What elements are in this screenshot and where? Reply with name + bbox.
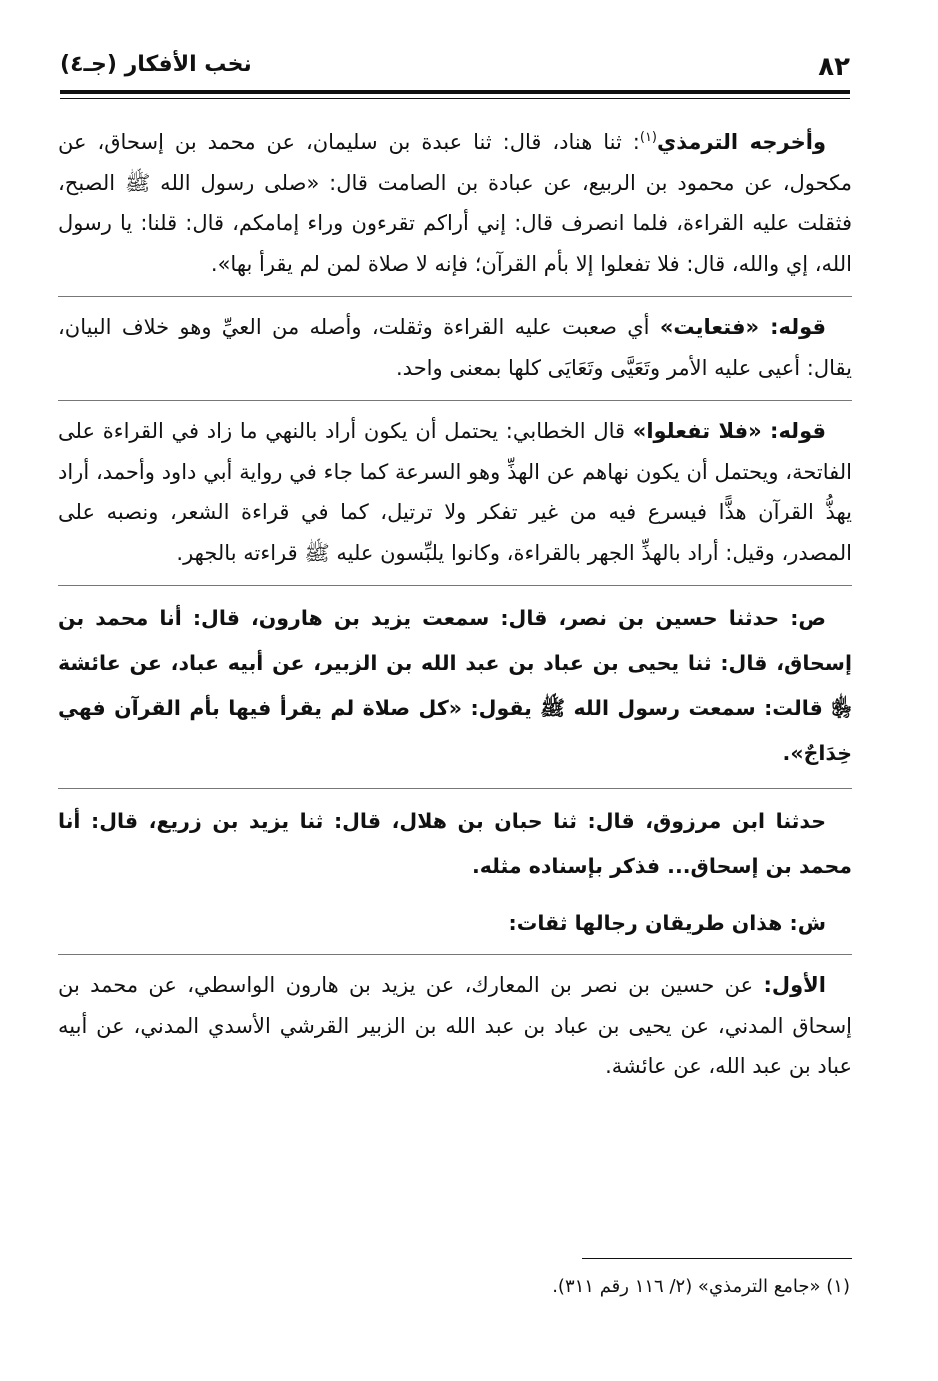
paragraph-text: حدثنا حسين بن نصر، قال: سمعت يزيد بن هارون، قال: أنا محمد بن إسحاق، قال: ثنا يحيى بن عباد بن عبد الله بن الزبير، عن أبيه عباد، عن عائشة ﵂ قالت: سمعت رسول الله ﷺ يقول: «كل صلاة لم يقرأ فيها بأم القرآن فهي خِدَاجٌ». [58,606,852,765]
paragraph-lead: قوله: «فلا تفعلوا» [632,419,826,443]
paragraph-text: حدثنا ابن مرزوق، قال: ثنا حبان بن هلال، قال: ثنا يزيد بن زريع، قال: أنا محمد بن إسحاق... فذكر بإسناده مثله. [58,809,852,878]
paragraph-text: أي صعبت عليه القراءة وثقلت، وأصله من العيِّ وهو خلاف البيان، يقال: أعيى عليه الأمر وتَعَيَّى وتَعَايَى كلها بمعنى واحد. [58,315,852,380]
paragraph-text: قال الخطابي: يحتمل أن يكون أراد بالنهي ما زاد في القراءة على الفاتحة، ويحتمل أن يكون نهاهم عن الهذِّ وهو السرعة كما جاء في رواية أبي داود وأحمد، أراد يهذُّ القرآن هذًّا فيسرع فيه من غير تفكر ولا ترتيل، كما في قراءة الشعر، ونصبه على المصدر، وقيل: أراد بالهذِّ الجهر بالقراءة، وكانوا يلبِّسون عليه ﷺ قراءته بالجهر. [58,419,852,565]
header-rule-thin [60,98,850,99]
page-header [60,52,850,88]
footnote: (١) «جامع الترمذي» (٢/ ١١٦ رقم ٣١١). [552,1276,850,1297]
paragraph-lead: قوله: «فتعايت» [659,315,827,339]
paragraph-taayat [58,296,852,388]
footnote-rule [582,1258,852,1259]
paragraph-lead: الأول: [763,973,826,997]
paragraph-tirmidhi [58,118,852,284]
paragraph-text: عن حسين بن نصر بن المعارك، عن يزيد بن هارون الواسطي، عن محمد بن إسحاق المدني، عن يحيى بن عباد بن عبد الله بن الزبير القرشي الأسدي المدني، عن أبيه عباد بن عبد الله، عن عائشة. [58,973,852,1078]
page-number: ٨٢ [818,52,850,82]
paragraph-la-tafalu [58,400,852,573]
paragraph-text: هذان طريقان رجالها ثقات: [508,911,790,935]
paragraph-lead: ش: [789,911,826,935]
paragraph-text: : ثنا هناد، قال: ثنا عبدة بن سليمان، عن محمد بن إسحاق، عن مكحول، عن محمود بن الربيع، عن عبادة بن الصامت قال: «صلى رسول الله ﷺ الصبح، فثقلت عليه القراءة، فلما انصرف قال: إني أراكم تقرءون وراء إمامكم، قال: قلنا: يا رسول الله، إي والله، قال: فلا تفعلوا إلا بأم القرآن؛ فإنه لا صلاة لمن لم يقرأ بها». [58,130,852,276]
running-title: نخب الأفكار (جـ٤) [60,52,252,77]
paragraph-lead: ص: [790,606,826,630]
paragraph-first-chain [58,954,852,1087]
paragraph-lead: وأخرجه الترمذي [657,130,826,154]
body-text [58,118,852,1099]
paragraph-shin [58,901,852,946]
header-rule [60,90,850,94]
footnote-marker: (١) [639,130,657,145]
paragraph-ibn-marzuq [58,788,852,889]
paragraph-sad [58,585,852,776]
